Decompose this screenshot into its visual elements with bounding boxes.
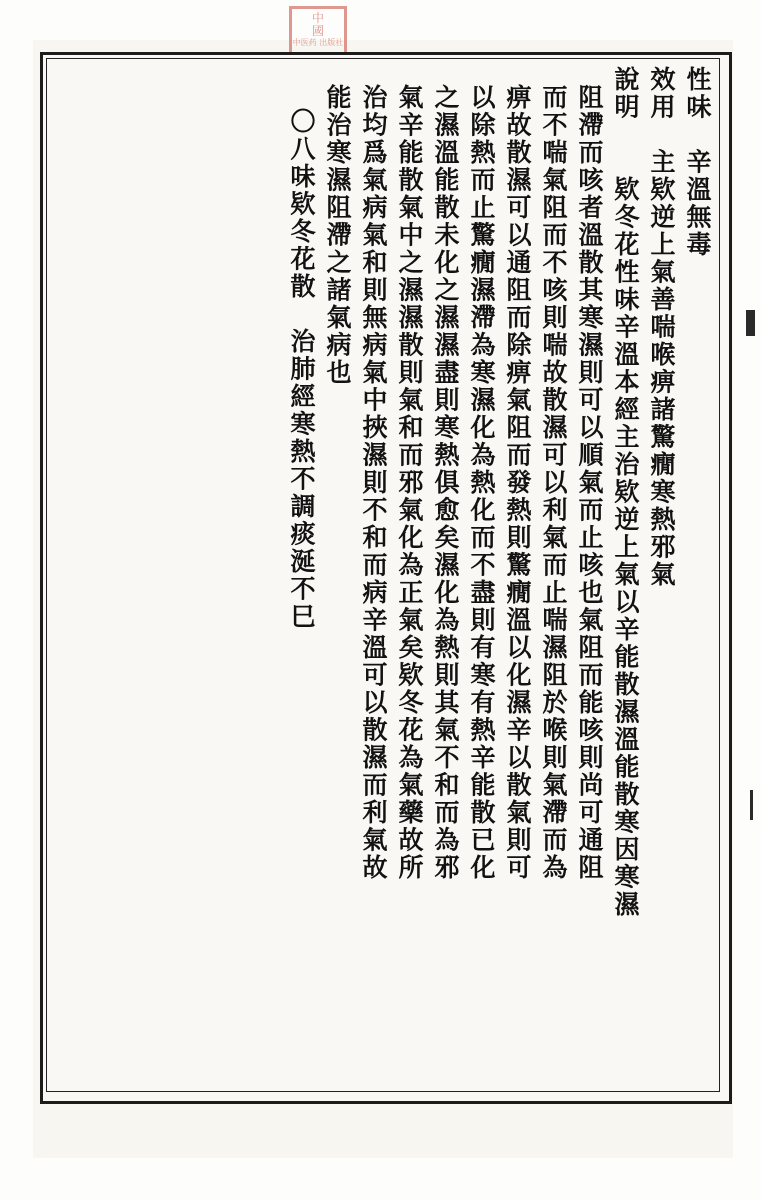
text-column-6: 痹故散濕可以通阻而除痹氣阻而發熱則驚癇溫以化濕辛以散氣則可 xyxy=(503,84,532,882)
vertical-text-block xyxy=(58,66,710,1082)
text-column-12: 〇八味欵冬花散 治肺經寒熱不調痰涎不巳 xyxy=(287,108,316,631)
seal-line-3: 中医药 出版社 xyxy=(292,38,344,48)
text-column-9: 氣辛能散氣中之濕濕散則氣和而邪氣化為正氣矣欵冬花為氣藥故所 xyxy=(395,84,424,882)
text-column-8: 之濕溫能散未化之濕濕盡則寒熱俱愈矣濕化為熱則其氣不和而為邪 xyxy=(431,84,460,882)
text-column-4: 阻滯而咳者溫散其寒濕則可以順氣而止咳也氣阻而能咳則尚可通阻 xyxy=(575,84,604,882)
text-column-5: 而不喘氣阻而不咳則喘故散濕可以利氣而止喘濕阻於喉則氣滯而為 xyxy=(539,84,568,882)
text-column-2: 效用 主欵逆上氣善喘喉痹諸驚癇寒熱邪氣 xyxy=(647,66,676,589)
binding-tick-bottom xyxy=(750,790,753,820)
text-column-10: 治均爲氣病氣和則無病氣中挾濕則不和而病辛溫可以散濕而利氣故 xyxy=(359,84,388,882)
binding-tick-top xyxy=(746,310,755,336)
text-column-11: 能治寒濕阻滯之諸氣病也 xyxy=(323,84,352,387)
seal-line-1: 中 xyxy=(311,11,324,25)
text-column-7: 以除熱而止驚癇濕滯為寒濕化為熱化而不盡則有寒有熱辛能散已化 xyxy=(467,84,496,882)
text-column-1: 性味 辛溫無毒 xyxy=(683,66,712,259)
text-column-3: 說明 欵冬花性味辛溫本經主治欵逆上氣以辛能散濕溫能散寒因寒濕 xyxy=(611,66,640,919)
seal-line-2: 國 xyxy=(311,23,324,38)
